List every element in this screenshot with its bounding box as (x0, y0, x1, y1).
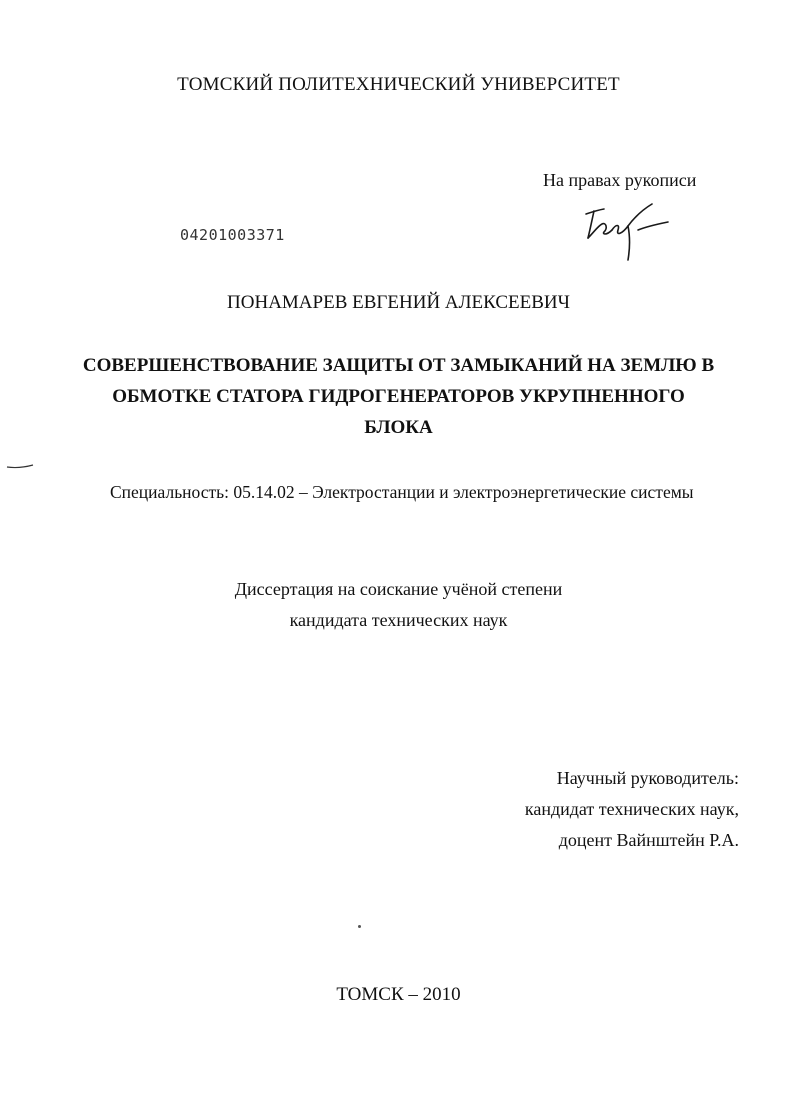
scan-speck (358, 925, 361, 928)
inventory-number: 04201003371 (180, 226, 285, 244)
degree-line-1: Диссертация на соискание учёной степени (234, 579, 563, 599)
title-line-3: БЛОКА (364, 417, 433, 438)
city-year: ТОМСК – 2010 (336, 984, 461, 1005)
degree-statement (0, 574, 797, 636)
specialty-line: Специальность: 05.14.02 – Электростанции и электроэнергетические системы (110, 482, 694, 502)
scientific-advisor (525, 763, 739, 856)
dissertation-title (0, 350, 797, 443)
manuscript-rights-note: На правах рукописи (543, 170, 697, 190)
title-line-1: СОВЕРШЕНСТВОВАНИЕ ЗАЩИТЫ ОТ ЗАМЫКАНИЙ НА ЗЕМЛЮ В (82, 355, 715, 376)
advisor-degree: кандидат технических наук, (524, 799, 739, 819)
advisor-name: доцент Вайнштейн Р.А. (558, 830, 739, 850)
title-line-2: ОБМОТКЕ СТАТОРА ГИДРОГЕНЕРАТОРОВ УКРУПНЕННОГО (112, 386, 685, 407)
university-name: ТОМСКИЙ ПОЛИТЕХНИЧЕСКИЙ УНИВЕРСИТЕТ (177, 74, 620, 95)
advisor-label: Научный руководитель: (556, 768, 739, 788)
author-name: ПОНАМАРЕВ ЕВГЕНИЙ АЛЕКСЕЕВИЧ (227, 292, 570, 313)
margin-mark (6, 462, 34, 470)
author-signature (572, 196, 682, 268)
degree-line-2: кандидата технических наук (289, 610, 508, 630)
